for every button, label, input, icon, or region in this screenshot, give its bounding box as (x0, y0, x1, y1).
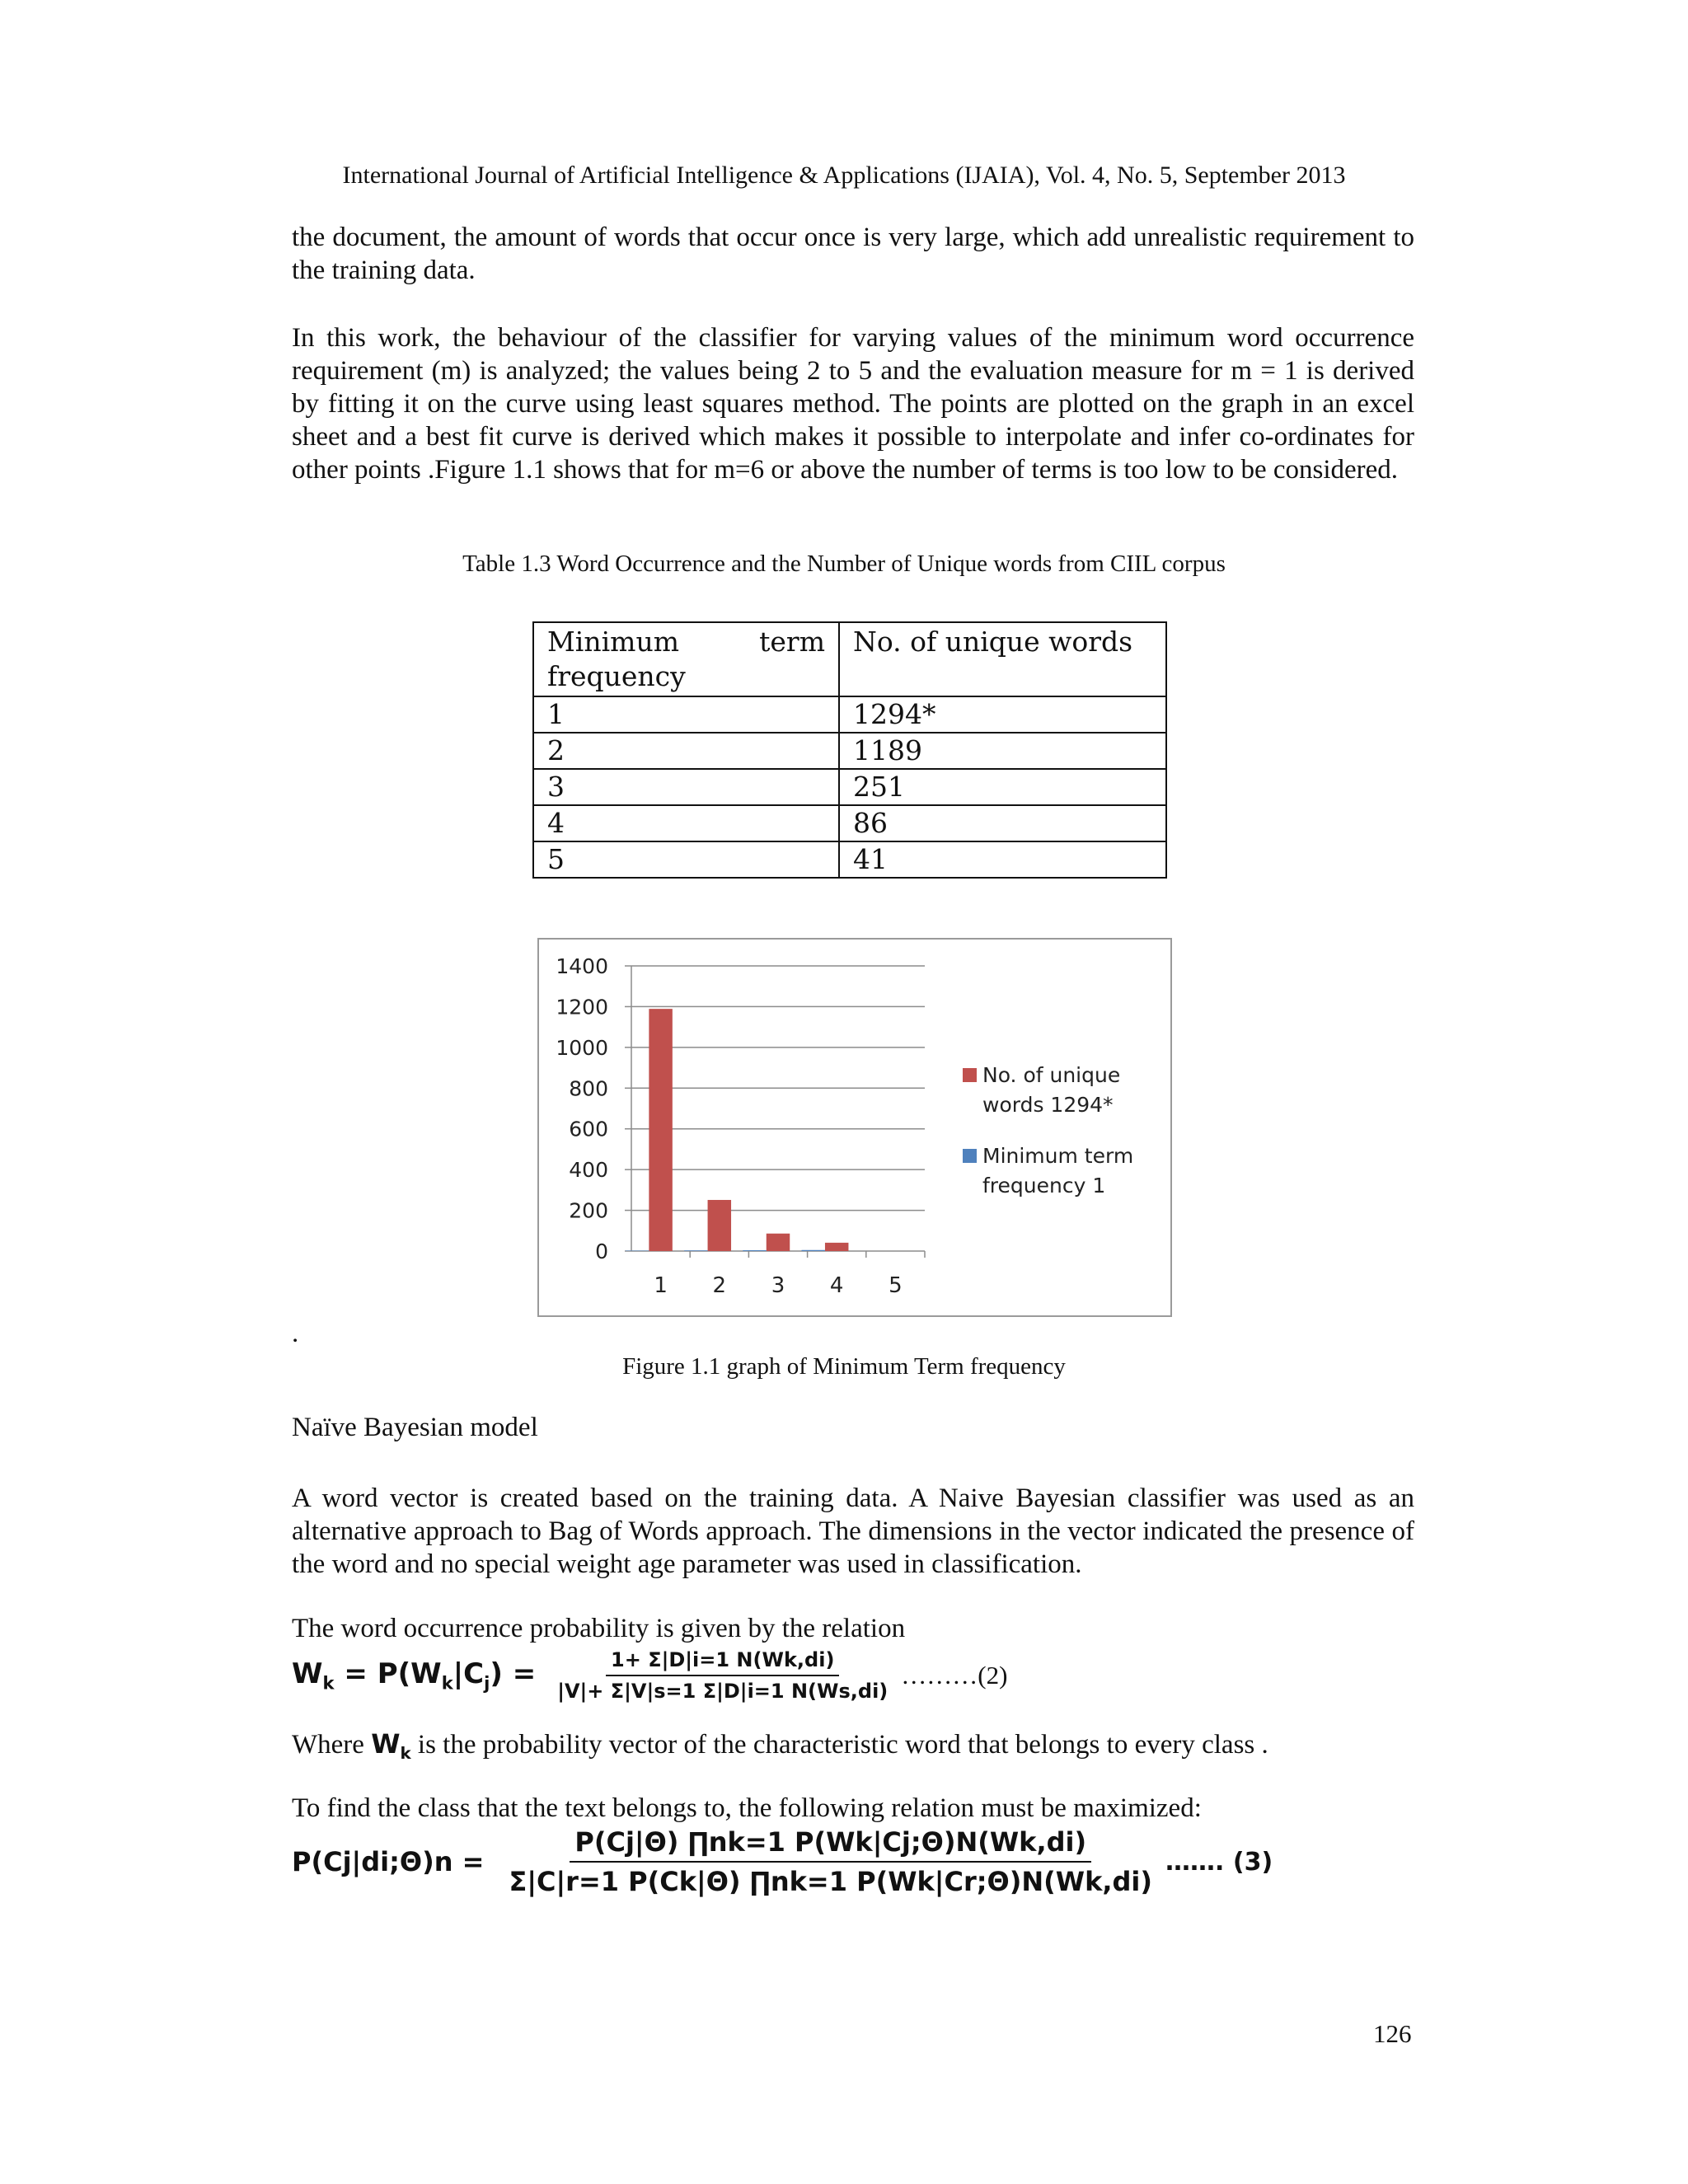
x-tick-label: 3 (771, 1273, 785, 1298)
table-row (533, 805, 1166, 841)
paragraph-maximize: To find the class that the text belongs to, the following relation must be maximized: (292, 1793, 1202, 1823)
y-tick-label: 400 (569, 1158, 608, 1183)
paragraph-probability-relation: The word occurrence probability is given by the relation (292, 1614, 906, 1643)
y-tick-label: 200 (569, 1198, 608, 1223)
y-tick-label: 1000 (556, 1035, 608, 1060)
x-tick-label: 5 (889, 1273, 903, 1298)
header-unique-words: No. of unique words (839, 622, 1166, 696)
y-tick-label: 1400 (556, 954, 608, 978)
paragraph-naive-bayes: A word vector is created based on the training data. A Naive Bayesian classifier was used as an alternative approach to Bag of Words approach. The dimensions in the vector indicated the presence of the word and no special weight age parameter was used in classification. (292, 1483, 1414, 1579)
header-frequency-word: frequency (547, 660, 686, 692)
bar-unique-words (708, 1200, 731, 1251)
cell-frequency: 3 (533, 769, 839, 805)
header-min-term-frequency (533, 622, 839, 696)
word-occurrence-table (532, 621, 1167, 879)
header-min-word: Minimum (547, 626, 679, 658)
table-header-row (533, 622, 1166, 696)
bar-unique-words (825, 1243, 848, 1251)
legend-label-line: words 1294* (982, 1093, 1114, 1117)
cell-frequency: 2 (533, 733, 839, 769)
bar-min-term-frequency (684, 1250, 707, 1251)
cell-unique-words: 251 (839, 769, 1166, 805)
page-number: 126 (1373, 2019, 1412, 2048)
paragraph-method: In this work, the behaviour of the classifier for varying values of the minimum word occurrence requirement (m) is analyzed; the values being 2 to 5 and the evaluation measure for m = 1 is derived by fitting it on the curve using least squares method. The points are plotted on the graph in an excel sheet and a best fit curve is derived which makes it possible to interpolate and infer co-ordinates for other points .Figure 1.1 shows that for m=6 or above the number of terms is too low to be considered. (292, 323, 1414, 485)
bar-chart (537, 938, 1172, 1317)
eq2-lhs: W (292, 1657, 323, 1691)
eq2-numerator: 1+ Σ|D|i=1 N(Wk,di) (606, 1648, 839, 1676)
stray-dot: . (292, 1319, 299, 1348)
wk-symbol-sub: k (400, 1743, 411, 1763)
cell-unique-words: 1294* (839, 696, 1166, 733)
journal-header: International Journal of Artificial Intelligence & Applications (IJAIA), Vol. 4, No. 5, September 2013 (342, 162, 1346, 189)
table-row (533, 733, 1166, 769)
cell-unique-words: 41 (839, 841, 1166, 878)
x-tick-label: 2 (712, 1273, 727, 1298)
eq2-denominator: |V|+ Σ|V|s=1 Σ|D|i=1 N(Ws,di) (557, 1680, 889, 1703)
eq3-numerator: P(Cj|Θ) ∏nk=1 P(Wk|Cj;Θ)N(Wk,di) (570, 1826, 1091, 1863)
chart-canvas (539, 940, 1170, 1315)
eq2-mid: = P(W (344, 1657, 442, 1691)
eq3-lhs: P(Cj|di;Θ)n = (292, 1846, 485, 1877)
paragraph-where (292, 1727, 1414, 1770)
table-caption: Table 1.3 Word Occurrence and the Number of Unique words from CIIL corpus (462, 551, 1226, 577)
table-row (533, 841, 1166, 878)
where-prefix: Where (292, 1730, 372, 1760)
y-tick-label: 800 (569, 1076, 608, 1101)
equation-3 (292, 1826, 1273, 1897)
header-term-word: term (759, 626, 825, 658)
y-tick-label: 0 (595, 1240, 608, 1263)
eq2-lhs-sub: k (322, 1672, 335, 1694)
x-tick-label: 4 (829, 1273, 844, 1298)
bar-unique-words (649, 1009, 672, 1251)
wk-symbol: W (371, 1728, 401, 1760)
legend-label-line: frequency 1 (982, 1174, 1106, 1197)
where-suffix: is the probability vector of the characteristic word that belongs to every class . (410, 1730, 1268, 1760)
section-title: Naïve Bayesian model (292, 1413, 538, 1442)
bar-unique-words (767, 1234, 790, 1251)
legend-swatch-unique-words (963, 1068, 977, 1082)
eq2-mid-sub: k (441, 1672, 453, 1694)
legend-label-line: Minimum term (982, 1144, 1134, 1168)
eq2-given: |C (452, 1657, 485, 1691)
cell-unique-words: 1189 (839, 733, 1166, 769)
x-tick-label: 1 (654, 1273, 668, 1298)
eq3-fraction (504, 1826, 1157, 1897)
figure-caption: Figure 1.1 graph of Minimum Term frequency (622, 1353, 1066, 1380)
legend-label-line: No. of unique (982, 1063, 1121, 1087)
paragraph-intro: the document, the amount of words that occur once is very large, which add unrealistic requirement to the training data. (292, 223, 1414, 285)
y-tick-label: 600 (569, 1117, 608, 1141)
cell-frequency: 4 (533, 805, 839, 841)
eq3-label: ……. (3) (1165, 1847, 1273, 1877)
bar-min-term-frequency (801, 1250, 824, 1251)
table-row (533, 696, 1166, 733)
eq2-label: ………(2) (901, 1661, 1008, 1690)
eq3-denominator: Σ|C|r=1 P(Ck|Θ) ∏nk=1 P(Wk|Cr;Θ)N(Wk,di) (509, 1866, 1153, 1897)
eq2-given-sub: j (484, 1672, 490, 1694)
cell-frequency: 5 (533, 841, 839, 878)
table-row (533, 769, 1166, 805)
cell-frequency: 1 (533, 696, 839, 733)
eq2-close: ) = (490, 1657, 537, 1691)
bar-min-term-frequency (743, 1250, 766, 1251)
equation-2 (292, 1648, 1007, 1703)
eq2-fraction (552, 1648, 893, 1703)
cell-unique-words: 86 (839, 805, 1166, 841)
y-tick-label: 1200 (556, 995, 608, 1019)
legend-swatch-min-term-frequency (963, 1149, 977, 1163)
